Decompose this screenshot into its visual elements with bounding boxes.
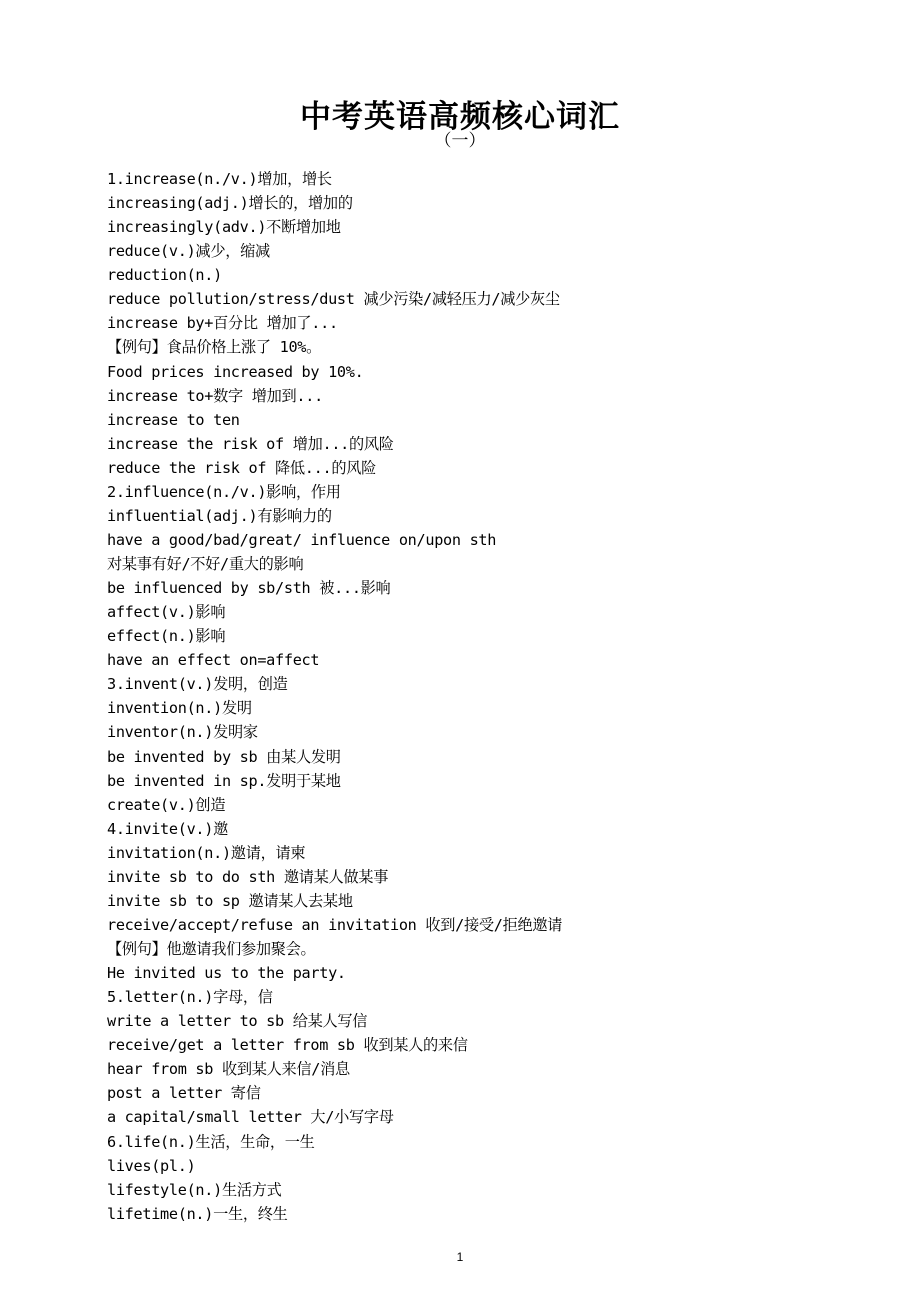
vocab-line: write a letter to sb 给某人写信 [107, 1012, 368, 1031]
vocab-line: post a letter 寄信 [107, 1084, 261, 1103]
vocabulary-list [107, 167, 887, 1226]
vocab-line: lives(pl.) [107, 1156, 196, 1175]
vocab-line: reduction(n.) [107, 266, 222, 285]
vocab-line: have an effect on=affect [107, 651, 320, 670]
vocab-line: 对某事有好/不好/重大的影响 [107, 555, 304, 573]
vocab-line: a capital/small letter 大/小写字母 [107, 1108, 394, 1127]
vocab-line: have a good/bad/great/ influence on/upon sth [107, 530, 497, 549]
vocab-line: influential(adj.)有影响力的 [107, 506, 332, 525]
vocab-line: He invited us to the party. [107, 964, 346, 983]
vocab-line: increase to+数字 增加到... [107, 386, 323, 405]
vocab-line: 6.life(n.)生活，生命，一生 [107, 1132, 315, 1151]
vocab-line: inventor(n.)发明家 [107, 723, 258, 742]
vocab-line: be invented in sp.发明于某地 [107, 771, 341, 790]
page-title: 中考英语高频核心词汇 [300, 98, 620, 135]
vocab-line: lifetime(n.)一生，终生 [107, 1204, 288, 1223]
vocab-line: lifestyle(n.)生活方式 [107, 1180, 282, 1199]
vocab-line: invention(n.)发明 [107, 699, 252, 718]
vocab-line: 5.letter(n.)字母，信 [107, 988, 273, 1007]
vocab-line: invite sb to sp 邀请某人去某地 [107, 891, 353, 910]
page-subtitle: （一） [434, 131, 486, 151]
vocab-line: 【例句】他邀请我们参加聚会。 [107, 940, 316, 958]
vocab-line: create(v.)创造 [107, 795, 226, 814]
vocab-line: increase the risk of 增加...的风险 [107, 434, 394, 453]
vocab-line: 1.increase(n./v.)增加，增长 [107, 170, 332, 188]
vocab-line: be influenced by sb/sth 被...影响 [107, 579, 391, 598]
vocab-line: reduce pollution/stress/dust 减少污染/减轻压力/减少灰尘 [107, 290, 560, 309]
vocab-line: 4.invite(v.)邀 [107, 819, 229, 838]
vocab-line: increase by+百分比 增加了... [107, 314, 338, 333]
vocab-line: effect(n.)影响 [107, 627, 226, 646]
vocab-line: reduce(v.)减少，缩减 [107, 242, 270, 261]
vocab-line: 2.influence(n./v.)影响，作用 [107, 482, 341, 501]
vocab-line: increasing(adj.)增长的，增加的 [107, 194, 353, 213]
vocab-line: be invented by sb 由某人发明 [107, 747, 341, 766]
vocab-line: receive/get a letter from sb 收到某人的来信 [107, 1036, 468, 1055]
vocab-line: 3.invent(v.)发明，创造 [107, 675, 288, 694]
vocab-line: increase to ten [107, 410, 240, 429]
vocab-line: increasingly(adv.)不断增加地 [107, 218, 341, 237]
vocab-line: Food prices increased by 10%. [107, 362, 364, 381]
vocab-line: reduce the risk of 降低...的风险 [107, 458, 376, 477]
page-number: 1 [456, 1250, 464, 1264]
vocab-line: invitation(n.)邀请，请柬 [107, 843, 306, 862]
vocab-line: 【例句】食品价格上涨了 10%。 [107, 338, 322, 357]
vocab-line: affect(v.)影响 [107, 603, 226, 622]
vocab-line: invite sb to do sth 邀请某人做某事 [107, 867, 389, 886]
vocab-line: receive/accept/refuse an invitation 收到/接受/拒绝邀请 [107, 915, 563, 934]
vocab-line: hear from sb 收到某人来信/消息 [107, 1060, 350, 1079]
